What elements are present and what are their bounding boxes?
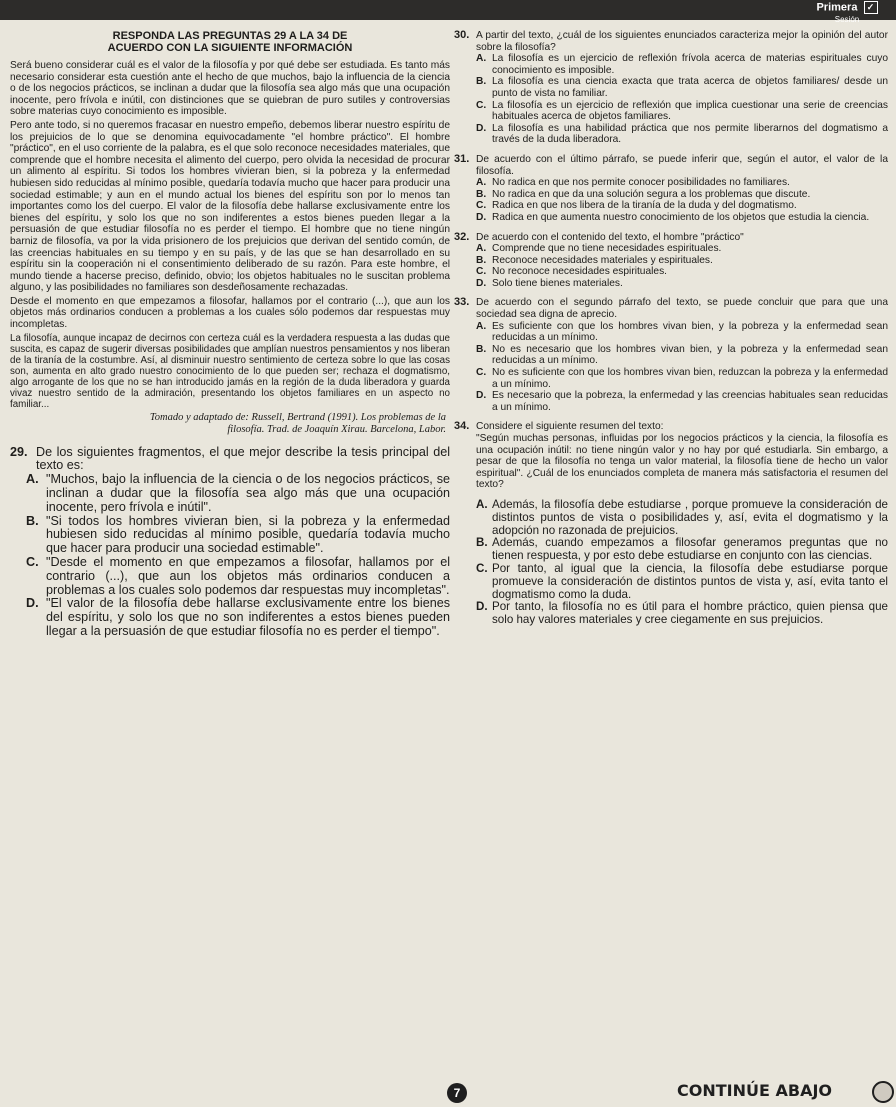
title-line-2: ACUERDO CON LA SIGUIENTE INFORMACIÓN [107,42,353,54]
question-34 [454,421,888,491]
option-a[interactable]: A. Comprende que no tiene necesidades espirituales. [476,243,722,255]
text-paragraph-1: Será bueno considerar cuál es el valor de la filosofía y por qué debe ser estudiada. Es tanto más necesario considerar esta cuestión ante el hecho de que muchos, bajo la influencia de la ciencia o de los negocios prácticos, se inclinan a dudar que la filosofía sea algo más que una ocupación inocente, pero frívola e inútil, con distinciones que se quiebran de puro sutiles y controversias sobre materias cuyo conocimiento es imposible. [10,60,450,118]
question-33 [454,297,888,413]
option-a[interactable]: A. No radica en que nos permite conocer posibilidades no familiares. [476,177,790,189]
session-sub: Sesión [834,15,860,24]
option-a[interactable]: A. Además, la filosofía debe estudiarse , porque promueve la consideración de distintos puntos de vista o posibilidades y, así, evita el dogmatismo y la adopción no razonada de prejuicios. [476,497,888,537]
question-32 [454,232,888,290]
question-number: 34. [454,420,470,433]
instructions-title [10,30,450,54]
check-icon: ✓ [864,1,878,14]
option-a[interactable]: A. "Muchos, bajo la influencia de la ciencia o de los negocios prácticos, se inclinan a dudar que la filosofía sea algo más que una ocupación inocente, pero frívola e inútil". [26,472,450,514]
option-a[interactable]: A. Es suficiente con que los hombres vivan bien, y la pobreza y la enfermedad sean reducidas a un mínimo. [476,320,888,344]
question-29 [10,446,450,639]
text-paragraph-2: Pero ante todo, si no queremos fracasar en nuestro empeño, debemos liberar nuestro espíritu de los prejuicios de lo que se denomina equivocadamente "el hombre práctico". El hombre "práctico", en el uso corriente de la palabra, es el que solo reconoce necesidades materiales, que comprende que el hombre necesita el alimento del cuerpo, pero olvida la necesidad de procurar un alimento al espíritu. Si todos los hombres vivieran bien, si la pobreza y la enfermedad hubiesen sido reducidas al mínimo posible, quedaría todavía mucho que hacer para producir una sociedad estimable; y aun en el mundo actual los bienes del espíritu son por lo menos tan importantes como los del cuerpo. El valor de la filosofía debe hallarse exclusivamente entre los bienes del espíritu, y solo los que no son indiferentes a estos bienes pueden llegar a la persuasión de que estudiar filosofía no es perder el tiempo. El hombre que no tiene ningún barniz de filosofía, va por la vida prisionero de los prejuicios que derivan del sentido común, de las creencias habituales en su tiempo y en su país, y de las que se han desarrollado en su espíritu sin la cooperación ni el consentimiento deliberado de su razón. Para este hombre, el mundo tiende a hacerse preciso, definido, obvio; los objetos habituales no le suscitan problema alguno, y las posibilidades no familiares son desdeñosamente rechazadas. [10,119,450,294]
option-c[interactable]: C. Radica en que nos libera de la tiranía de la duda y del dogmatismo. [476,200,797,212]
option-a[interactable]: A. La filosofía es un ejercicio de reflexión frívola acerca de materias espirituales cuyo conocimiento es imposible. [476,53,888,76]
option-d[interactable]: D. La filosofía es una habilidad práctica que nos permite liberarnos del dogmatismo a través de la duda liberadora. [476,122,888,146]
right-column [454,30,888,635]
left-column [10,30,450,647]
option-c[interactable]: C. Por tanto, al igual que la ciencia, la filosofía debe estudiarse porque promueve la consideración de distintos puntos de vista y, así, evita tanto el dogmatismo como la duda. [476,561,888,601]
question-number: 30. [454,29,470,41]
question-number: 33. [454,296,470,309]
question-34-options [454,499,888,627]
option-c[interactable]: C. La filosofía es un ejercicio de reflexión que implica cuestionar una serie de creencias habituales acerca de objetos familiares. [476,99,888,123]
source-line-1: Tomado y adaptado de: Russell, Bertrand (1991). Los problemas de la [149,411,446,423]
option-b[interactable]: B. No radica en que da una solución segura a los problemas que discute. [476,188,811,200]
question-number: 32. [454,230,470,243]
option-d[interactable]: D. Por tanto, la filosofía no es útil para el hombre práctico, quien piensa que solo hay valores materiales y cree ciegamente en sus prejuicios. [476,600,888,627]
question-stem: De acuerdo con el contenido del texto, el hombre "práctico" [476,231,744,243]
page-number: 7 [447,1083,467,1103]
text-paragraph-4: La filosofía, aunque incapaz de decirnos con certeza cuál es la verdadera respuesta a las dudas que suscita, es capaz de sugerir diversas posibilidades que amplían nuestros pensamientos y nos liberan de la tiranía de la costumbre. Así, al disminuir nuestro sentimiento de certeza sobre lo que las cosas son, aumenta en alto grado nuestro conocimiento de lo que pueden ser; rechaza el dogmatismo, algo arrogante de los que no se han introducido jamás en la región de la duda liberadora y guarda vivaz nuestro sentido de la admiración, presentando los objetos familiares en un aspecto no familiar... [10,332,450,410]
question-stem: De los siguientes fragmentos, el que mejor describe la tesis principal del texto es: [36,444,450,473]
question-stem: Considere el siguiente resumen del texto: [476,421,664,433]
question-stem: De acuerdo con el último párrafo, se puede inferir que, según el autor, el valor de la filosofía. [476,153,888,177]
option-b[interactable]: B. La filosofía es una ciencia exacta que trata acerca de objetos familiares/ desde un punto de vista no familiar. [476,76,888,99]
session-badge [812,1,882,24]
session-label: Primera [816,1,858,14]
option-c[interactable]: C. "Desde el momento en que empezamos a filosofar, hallamos por el contrario (...), que aun los objetos más ordinarios conducen a problemas a los cuales solo podemos dar respuestas muy incompletas". [26,555,450,597]
question-stem: A partir del texto, ¿cuál de los siguientes enunciados caracteriza mejor la opinión del autor sobre la filosofía? [476,30,888,53]
summary-text: "Según muchas personas, influidas por los negocios prácticos y la ciencia, la filosofía es una ocupación inútil: no tiene ningún valor y no hay por qué estudiarla. Sin embargo, a pesar de que la filosofía no tenga un valor material, la filosofía tiene de hecho un valor espiritual". ¿Cuál de los enunciados completa de manera más satisfactoria el resumen del texto? [476,433,888,491]
option-d[interactable]: D. "El valor de la filosofía debe hallarse exclusivamente entre los bienes del espíritu, y solo los que no son indiferentes a estos bienes pueden llegar a la persuasión de que estudiar filosofía no es perder el tiempo". [26,596,450,639]
question-number: 31. [454,152,470,165]
title-line-1: RESPONDA LAS PREGUNTAS 29 A LA 34 DE [112,30,348,42]
top-bar [0,0,896,24]
question-stem: De acuerdo con el segundo párrafo del texto, se puede concluir que para que una sociedad sea digna de aprecio. [476,297,888,321]
option-b[interactable]: B. Además, cuando empezamos a filosofar generamos preguntas que no tienen respuesta, y por esto debe estudiarse en conjunto con las ciencias. [476,536,888,563]
option-c[interactable]: C. No es suficiente con que los hombres vivan bien, reduzcan la pobreza y la enfermedad a un mínimo. [476,367,888,390]
source-citation [10,412,446,436]
continue-label: CONTINÚE ABAJO [677,1081,832,1100]
question-number: 29. [10,444,28,459]
text-paragraph-3: Desde el momento en que empezamos a filosofar, hallamos por el contrario (...), que aun los objetos más ordinarios conducen a problemas a los cuales sólo podemos dar respuestas muy incompletas. [10,295,450,331]
option-d[interactable]: D. Solo tiene bienes materiales. [476,277,623,289]
option-b[interactable]: B. Reconoce necesidades materiales y espirituales. [476,254,713,266]
source-line-2: filosofía. Trad. de Joaquín Xirau. Barcelona, Labor. [227,423,446,435]
option-b[interactable]: B. No es necesario que los hombres vivan bien, y la pobreza y la enfermedad sean reducidas a un mínimo. [476,343,888,367]
arrow-down-icon [872,1081,894,1103]
question-30 [454,30,888,146]
question-31 [454,154,888,224]
option-c[interactable]: C. No reconoce necesidades espirituales. [476,266,667,278]
option-d[interactable]: D. Radica en que aumenta nuestro conocimiento de los objetos que estudia la ciencia. [476,211,870,223]
option-b[interactable]: B. "Si todos los hombres vivieran bien, si la pobreza y la enfermedad hubiesen sido reducidas al mínimo posible, quedaría todavía mucho que hacer para producir una sociedad estimable". [26,513,450,556]
option-d[interactable]: D. Es necesario que la pobreza, la enfermedad y las creencias habituales sean reducidas a un mínimo. [476,390,888,413]
